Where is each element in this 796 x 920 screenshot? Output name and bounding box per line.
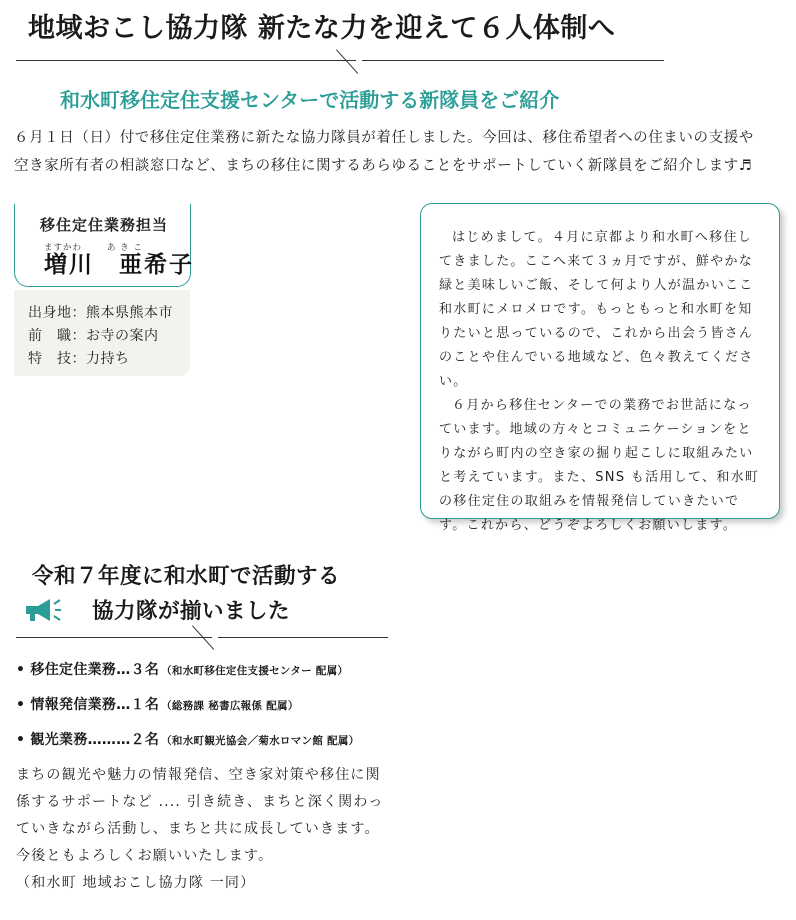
team-item-note: （和水町移住定住支援センター 配属）: [161, 665, 349, 677]
name-ruby-family: ますかわ: [44, 243, 83, 253]
closing-line: まちの観光や魅力の情報発信、空き家対策や移住に関: [16, 767, 381, 783]
section-heading-line1: 令和７年度に和水町で活動する: [32, 564, 341, 589]
message-paragraph: はじめまして。４月に京都より和水町へ移住してきました。ここへ来て３ヵ月ですが、鮮やかな緑と美味しいご飯、そして何より人が温かいここ和水町にメロメロです。もっともっと和水町を知りたいと思っているので、これから出会う皆さんのことや住んでいる地域など、色々教えてください。: [439, 230, 754, 389]
team-item-information: [16, 694, 299, 714]
closing-text: [16, 762, 406, 897]
intro-text: [14, 124, 786, 180]
section-rule-right: [218, 637, 388, 638]
team-item-label: • 移住定住業務…３名: [16, 662, 160, 678]
profile-role: 移住定住業務担当: [40, 216, 169, 234]
title-rule-left: [16, 60, 356, 61]
title-rule-right: [362, 60, 664, 61]
profile-fact-skill: 特 技：力持ち: [28, 351, 130, 367]
profile-fact-previous-job: 前 職：お寺の案内: [28, 328, 159, 344]
team-item-migration: [16, 659, 348, 679]
title-rule-slash: [336, 49, 358, 73]
closing-line: 係するサポートなど .... 引き続き、まちと深く関わっ: [16, 794, 384, 810]
intro-line: ６月１日（日）付で移住定住業務に新たな協力隊員が着任しました。今回は、移住希望者への住まいの支援や: [14, 130, 754, 146]
team-item-tourism: [16, 729, 359, 749]
intro-line: 空き家所有者の相談窓口など、まちの移住に関するあらゆることをサポートしていく新隊員をご紹介します♬: [14, 158, 753, 174]
team-item-note: （和水町観光協会／菊水ロマン館 配属）: [161, 735, 360, 747]
megaphone-icon: [20, 596, 62, 624]
closing-signature: （和水町 地域おこし協力隊 一同）: [16, 875, 256, 891]
page-title: 地域おこし協力隊 新たな力を迎えて６人体制へ: [28, 13, 616, 44]
profile-name: 増川 亜希子: [44, 251, 194, 278]
name-ruby-given: あ き こ: [107, 243, 143, 253]
closing-line: ていきながら活動し、まちと共に成長していきます。: [16, 821, 380, 837]
section-heading-line2: 協力隊が揃いました: [92, 599, 291, 624]
profile-fact-hometown: 出身地：熊本県熊本市: [28, 305, 173, 321]
message-box: [420, 203, 780, 533]
message-paragraph: ６月から移住センターでの業務でお世話になっています。地域の方々とコミュニケーションをとりながら町内の空き家の掘り起こしに取組みたいと考えています。また、SNS も活用して、和水町の移住定住の取組みを情報発信していきたいです。これから、どうぞよろしくお願いします。: [439, 398, 760, 533]
team-item-note: （総務課 秘書広報係 配属）: [161, 700, 299, 712]
team-item-label: • 観光業務………２名: [16, 732, 160, 748]
page-subtitle: 和水町移住定住支援センターで活動する新隊員をご紹介: [60, 88, 560, 112]
closing-line: 今後ともよろしくお願いいたします。: [16, 848, 274, 864]
section-rule-left: [16, 637, 212, 638]
team-item-label: • 情報発信業務…１名: [16, 697, 160, 713]
